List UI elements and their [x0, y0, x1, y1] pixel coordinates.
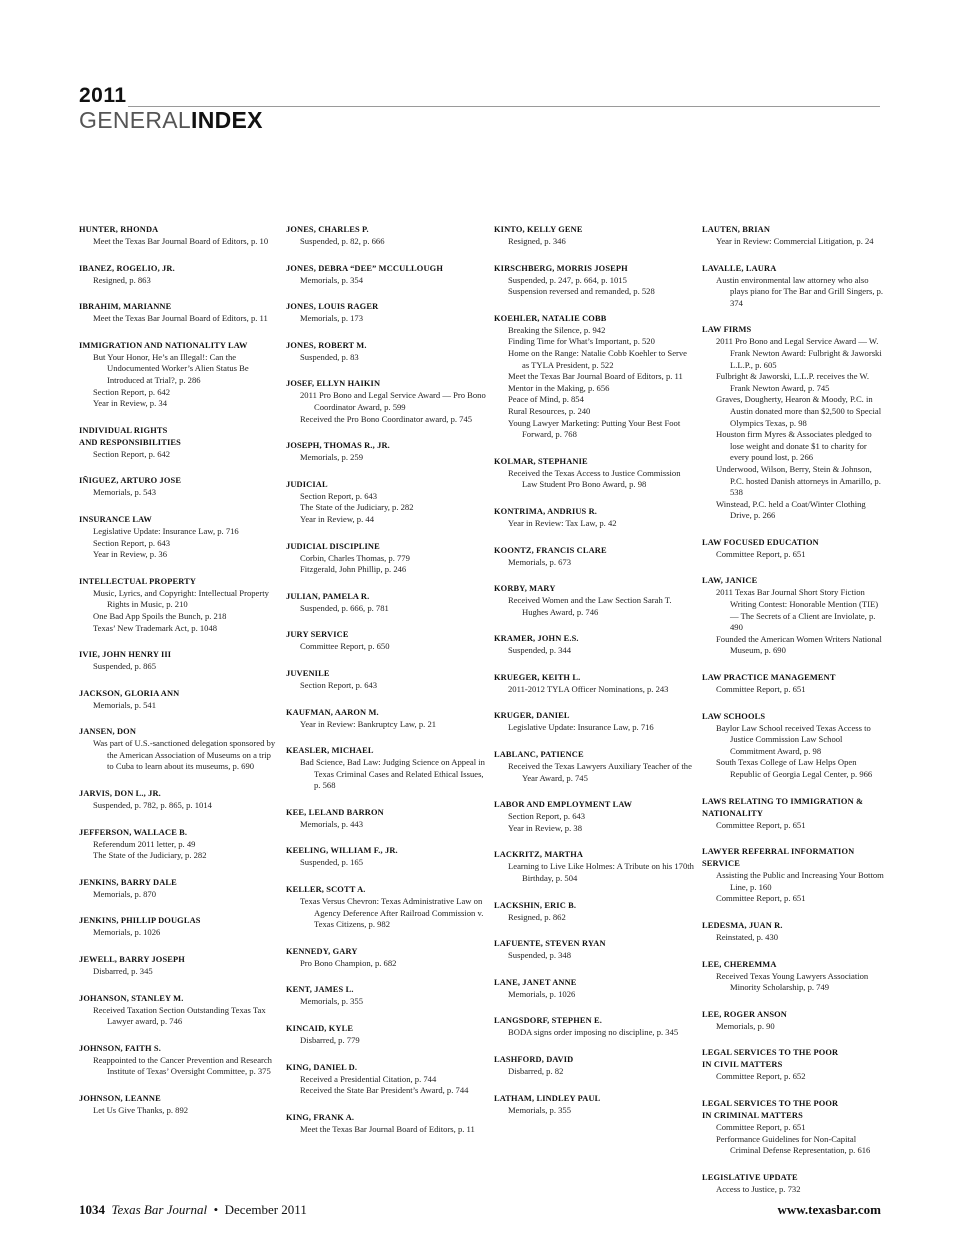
- index-reference: Section Report, p. 643: [508, 811, 586, 822]
- index-reference: Resigned, p. 863: [93, 274, 151, 285]
- index-reference: Disbarred, p. 82: [508, 1066, 564, 1076]
- index-term: INDIVIDUAL RIGHTS AND RESPONSIBILITIES: [79, 425, 181, 447]
- index-entry: [79, 993, 279, 1028]
- page-number: 1034: [79, 1202, 105, 1217]
- index-entry: [286, 707, 486, 731]
- index-entry: [79, 301, 279, 325]
- index-term: JUDICIAL DISCIPLINE: [286, 541, 380, 551]
- index-entry: [79, 1093, 279, 1117]
- index-term: KORBY, MARY: [494, 584, 556, 594]
- index-term: LACKRITZ, MARTHA: [494, 850, 584, 860]
- index-reference: Performance Guidelines for Non-Capital Criminal Defense Representation, p. 616: [716, 1133, 871, 1156]
- index-entry: [79, 649, 279, 673]
- index-reference: Reinstated, p. 430: [716, 931, 779, 942]
- index-reference: Year in Review: Tax Law, p. 42: [508, 517, 617, 528]
- index-reference: Referendum 2011 letter, p. 49: [93, 838, 196, 849]
- index-term: JONES, CHARLES P.: [286, 225, 369, 234]
- index-term: JARVIS, DON L., JR.: [79, 789, 161, 799]
- index-reference: Memorials, p. 1026: [508, 988, 576, 999]
- index-reference: Music, Lyrics, and Copyright: Intellectual Property Rights in Music, p. 210: [93, 587, 269, 610]
- index-entry: [494, 224, 694, 248]
- index-reference: Section Report, p. 643: [93, 537, 171, 548]
- index-reference: Suspended, p. 666, p. 781: [300, 602, 389, 613]
- index-entry: [494, 1054, 694, 1078]
- index-reference: Texas Versus Chevron: Texas Administrative Law on Agency Deference After Railroad Commission v. Texas Citizens, p. 982: [300, 896, 484, 930]
- index-reference: Meet the Texas Bar Journal Board of Editors, p. 11: [93, 313, 268, 324]
- index-reference: Received the State Bar President’s Award, p. 744: [300, 1085, 469, 1096]
- index-entry: [286, 340, 486, 364]
- index-reference: Memorials, p. 543: [93, 487, 157, 498]
- index-term: KOONTZ, FRANCIS CLARE: [494, 545, 607, 555]
- index-reference: Underwood, Wilson, Berry, Stein & Johnson, P.C. hosted Danish attorneys in Amarillo, p. 538: [716, 463, 881, 498]
- index-year: 2011: [79, 84, 127, 107]
- index-term: JEWELL, BARRY JOSEPH: [79, 955, 185, 965]
- index-reference: Memorials, p. 355: [508, 1104, 572, 1115]
- index-reference: Was part of U.S.-sanctioned delegation sponsored by the American Association of Museums on a trip to Cuba to learn about its museums, p. 690: [93, 738, 276, 772]
- index-reference: Reappointed to the Cancer Prevention and Research Institute of Texas’ Oversight Committee, p. 375: [93, 1054, 272, 1077]
- index-reference: Meet the Texas Bar Journal Board of Editors, p. 11: [300, 1123, 475, 1134]
- index-title: [79, 107, 263, 133]
- index-term: KING, FRANK A.: [286, 1112, 355, 1122]
- index-entry: [702, 672, 887, 696]
- index-entry: [494, 900, 694, 924]
- index-term: LAW, JANICE: [702, 576, 758, 586]
- index-entry: [286, 301, 486, 325]
- index-entry: [286, 1062, 486, 1097]
- index-entry: [286, 1023, 486, 1047]
- index-reference: Received Texas Young Lawyers Association Minority Scholarship, p. 749: [716, 970, 869, 993]
- index-reference: Section Report, p. 643: [300, 679, 378, 690]
- index-reference: Suspended, p. 247, p. 664, p. 1015: [508, 274, 627, 285]
- index-term: KENNEDY, GARY: [286, 946, 358, 956]
- index-entry: [79, 340, 279, 410]
- index-entry: [702, 263, 887, 310]
- index-reference: Young Lawyer Marketing: Putting Your Best Foot Forward, p. 768: [508, 417, 681, 440]
- index-reference: Pro Bono Champion, p. 682: [300, 957, 397, 968]
- index-term: LEGAL SERVICES TO THE POOR IN CRIMINAL MATTERS: [702, 1098, 839, 1120]
- index-term: LAFUENTE, STEVEN RYAN: [494, 939, 606, 949]
- index-reference: Mentor in the Making, p. 656: [508, 382, 610, 393]
- index-term: JOHANSON, STANLEY M.: [79, 993, 184, 1003]
- index-entry: [494, 263, 694, 298]
- index-reference: Assisting the Public and Increasing Your Bottom Line, p. 160: [716, 870, 884, 892]
- index-entry: [286, 984, 486, 1008]
- index-term: KING, DANIEL D.: [286, 1062, 358, 1072]
- index-term: INTELLECTUAL PROPERTY: [79, 576, 197, 586]
- index-entry: [702, 711, 887, 781]
- index-reference: Graves, Dougherty, Hearon & Moody, P.C. in Austin donated more than $2,500 to Special Olympics Texas, p. 98: [716, 394, 882, 428]
- index-entry: [494, 799, 694, 834]
- index-entry: [79, 263, 279, 287]
- index-entry: [79, 788, 279, 812]
- page-footer: [79, 1202, 881, 1218]
- index-reference: Memorials, p. 870: [93, 888, 157, 899]
- index-reference: Committee Report, p. 651: [716, 548, 806, 559]
- index-entry: [79, 726, 279, 773]
- index-reference: South Texas College of Law Helps Open Republic of Georgia Legal Center, p. 966: [716, 757, 873, 779]
- index-term: KENT, JAMES L.: [286, 985, 354, 995]
- index-reference: The State of the Judiciary, p. 282: [93, 850, 207, 861]
- index-entry: [494, 672, 694, 696]
- index-reference: Year in Review, p. 36: [93, 549, 167, 560]
- index-reference: Finding Time for What’s Important, p. 520: [508, 336, 655, 347]
- index-entry: [286, 946, 486, 970]
- index-entry: [79, 514, 279, 561]
- index-reference: Suspended, p. 82, p. 666: [300, 236, 385, 246]
- index-entry: [702, 920, 887, 944]
- index-term: JONES, DEBRA “DEE” MCCULLOUGH: [286, 263, 443, 273]
- issue-date: December 2011: [224, 1202, 307, 1217]
- index-term: JENKINS, BARRY DALE: [79, 877, 177, 887]
- index-entry: [286, 845, 486, 869]
- index-term: LATHAM, LINDLEY PAUL: [494, 1093, 601, 1103]
- index-entry: [494, 1093, 694, 1117]
- index-term: IÑIGUEZ, ARTURO JOSE: [79, 476, 182, 486]
- index-entry: [79, 688, 279, 712]
- index-entry: [702, 575, 887, 657]
- index-entry: [286, 263, 486, 287]
- index-term: IVIE, JOHN HENRY III: [79, 650, 172, 660]
- index-entry: [494, 849, 694, 884]
- index-reference: Baylor Law School received Texas Access to Justice Commission Law School Commitment Award, p. 98: [716, 722, 871, 756]
- index-term: LAW SCHOOLS: [702, 711, 766, 721]
- index-term: LAW PRACTICE MANAGEMENT: [702, 673, 836, 683]
- index-reference: Founded the American Women Writers National Museum, p. 690: [716, 633, 882, 656]
- index-entry: [702, 537, 887, 561]
- index-reference: Section Report, p. 643: [300, 490, 378, 501]
- index-entry: [79, 475, 279, 499]
- index-term: LEGAL SERVICES TO THE POOR IN CIVIL MATTERS: [702, 1048, 839, 1070]
- index-term: JOHNSON, LEANNE: [79, 1094, 161, 1103]
- index-reference: 2011 Pro Bono and Legal Service Award — W. Frank Newton Award: Fulbright & Jaworski L.L.P., p. 605: [716, 336, 882, 370]
- index-reference: Peace of Mind, p. 854: [508, 394, 584, 405]
- index-reference: Suspended, p. 348: [508, 950, 572, 961]
- index-term: JOSEF, ELLYN HAIKIN: [286, 379, 381, 389]
- index-entry: [494, 313, 694, 441]
- index-reference: Access to Justice, p. 732: [716, 1183, 801, 1194]
- index-entry: [286, 629, 486, 653]
- index-term: LEGISLATIVE UPDATE: [702, 1172, 798, 1182]
- index-title-index: INDEX: [191, 107, 263, 133]
- index-term: LAUTEN, BRIAN: [702, 225, 771, 234]
- index-reference: Memorials, p. 443: [300, 818, 364, 829]
- index-term: KEASLER, MICHAEL: [286, 746, 374, 756]
- index-reference: Austin environmental law attorney who also plays piano for The Bar and Grill Singers, p. 374: [716, 274, 884, 308]
- index-term: JULIAN, PAMELA R.: [286, 591, 370, 601]
- index-term: JUVENILE: [286, 668, 330, 678]
- index-entry: [286, 378, 486, 425]
- index-term: LABLANC, PATIENCE: [494, 750, 584, 760]
- index-term: LAWYER REFERRAL INFORMATION SERVICE: [702, 847, 855, 869]
- index-reference: Disbarred, p. 345: [93, 966, 153, 977]
- index-term: JANSEN, DON: [79, 727, 137, 737]
- index-term: KEELING, WILLIAM F., JR.: [286, 846, 398, 856]
- index-entry: [79, 954, 279, 978]
- index-reference: Suspended, p. 782, p. 865, p. 1014: [93, 800, 212, 811]
- index-term: JOSEPH, THOMAS R., JR.: [286, 441, 390, 451]
- index-term: LANE, JANET ANNE: [494, 977, 577, 987]
- index-reference: Suspended, p. 83: [300, 351, 359, 362]
- index-reference: Received Taxation Section Outstanding Texas Tax Lawyer award, p. 746: [93, 1004, 266, 1027]
- index-entry: [286, 884, 486, 931]
- index-reference: Year in Review, p. 34: [93, 398, 167, 409]
- index-reference: Year in Review, p. 44: [300, 513, 374, 524]
- index-entry: [494, 710, 694, 734]
- index-column-2: [286, 224, 486, 1150]
- index-reference: Fulbright & Jaworski, L.L.P. receives the W. Frank Newton Award, p. 745: [716, 371, 869, 393]
- index-entry: [494, 749, 694, 784]
- index-entry: [286, 479, 486, 526]
- index-reference: Suspension reversed and remanded, p. 528: [508, 286, 655, 297]
- index-term: KINTO, KELLY GENE: [494, 225, 583, 234]
- index-reference: Corbin, Charles Thomas, p. 779: [300, 552, 410, 563]
- index-reference: Year in Review: Bankruptcy Law, p. 21: [300, 718, 437, 729]
- index-reference: Disbarred, p. 779: [300, 1035, 360, 1046]
- index-entry: [494, 1015, 694, 1039]
- index-reference: But Your Honor, He’s an Illegal!: Can the Undocumented Worker’s Alien Status Be Introduced at Trial?, p. 286: [93, 351, 249, 385]
- index-term: HUNTER, RHONDA: [79, 225, 159, 234]
- index-term: IBRAHIM, MARIANNE: [79, 302, 172, 312]
- index-term: LABOR AND EMPLOYMENT LAW: [494, 800, 633, 810]
- index-reference: Memorials, p. 173: [300, 313, 364, 324]
- index-reference: 2011 Pro Bono and Legal Service Award — Pro Bono Coordinator Award, p. 599: [300, 390, 486, 412]
- index-entry: [79, 425, 279, 461]
- index-entry: [494, 583, 694, 618]
- index-term: LANGSDORF, STEPHEN E.: [494, 1016, 603, 1026]
- index-term: LEDESMA, JUAN R.: [702, 920, 783, 930]
- index-reference: Year in Review: Commercial Litigation, p. 24: [716, 236, 874, 246]
- index-term: KRUEGER, KEITH L.: [494, 672, 581, 682]
- index-entry: [286, 591, 486, 615]
- index-reference: Memorials, p. 355: [300, 996, 364, 1007]
- index-entry: [702, 224, 887, 248]
- index-term: KONTRIMA, ANDRIUS R.: [494, 506, 598, 516]
- index-term: JURY SERVICE: [286, 630, 349, 640]
- index-term: JENKINS, PHILLIP DOUGLAS: [79, 916, 201, 926]
- index-reference: Legislative Update: Insurance Law, p. 716: [508, 722, 654, 733]
- index-term: LAW FOCUSED EDUCATION: [702, 537, 819, 547]
- index-term: IBANEZ, ROGELIO, JR.: [79, 263, 175, 273]
- index-entry: [286, 1112, 486, 1136]
- index-reference: Received Women and the Law Section Sarah T. Hughes Award, p. 746: [508, 595, 672, 617]
- journal-name: Texas Bar Journal: [111, 1202, 208, 1217]
- index-reference: Breaking the Silence, p. 942: [508, 324, 606, 335]
- index-entry: [79, 224, 279, 248]
- index-entry: [79, 827, 279, 862]
- index-entry: [702, 1009, 887, 1033]
- index-term: JOHNSON, FAITH S.: [79, 1043, 161, 1053]
- index-term: KRAMER, JOHN E.S.: [494, 634, 579, 644]
- index-term: KOLMAR, STEPHANIE: [494, 456, 588, 466]
- index-reference: Home on the Range: Natalie Cobb Koehler to Serve as TYLA President, p. 522: [508, 347, 687, 370]
- index-term: KOEHLER, NATALIE COBB: [494, 313, 607, 323]
- index-entry: [286, 807, 486, 831]
- index-term: JONES, LOUIS RAGER: [286, 302, 379, 312]
- index-reference: Received the Pro Bono Coordinator award, p. 745: [300, 413, 473, 424]
- index-term: KAUFMAN, AARON M.: [286, 707, 379, 717]
- index-reference: One Bad App Spoils the Bunch, p. 218: [93, 610, 227, 621]
- index-term: INSURANCE LAW: [79, 514, 152, 524]
- index-reference: Committee Report, p. 651: [716, 893, 806, 904]
- index-term: LASHFORD, DAVID: [494, 1055, 574, 1064]
- index-entry: [79, 915, 279, 939]
- index-entry: [79, 1043, 279, 1078]
- index-reference: Memorials, p. 354: [300, 274, 364, 285]
- index-entry: [494, 977, 694, 1001]
- index-entry: [494, 545, 694, 569]
- index-term: LAWS RELATING TO IMMIGRATION & NATIONALITY: [702, 796, 864, 818]
- index-column-4: [702, 224, 887, 1210]
- index-term: KINCAID, KYLE: [286, 1024, 354, 1034]
- index-reference: BODA signs order imposing no discipline, p. 345: [508, 1027, 679, 1038]
- index-column-1: [79, 224, 279, 1132]
- index-reference: Resigned, p. 862: [508, 911, 566, 922]
- index-reference: Committee Report, p. 650: [300, 641, 390, 652]
- website-link[interactable]: www.texasbar.com: [777, 1202, 881, 1217]
- index-reference: Memorials, p. 259: [300, 452, 364, 463]
- index-reference: Memorials, p. 541: [93, 699, 157, 710]
- index-entry: [286, 440, 486, 464]
- index-entry: [702, 1172, 887, 1196]
- index-entry: [286, 224, 486, 248]
- index-reference: The State of the Judiciary, p. 282: [300, 502, 414, 513]
- index-reference: Texas’ New Trademark Act, p. 1048: [93, 622, 218, 633]
- index-reference: Committee Report, p. 651: [716, 819, 806, 830]
- index-reference: Meet the Texas Bar Journal Board of Editors, p. 10: [93, 236, 269, 246]
- index-reference: Section Report, p. 642: [93, 448, 171, 459]
- index-entry: [286, 541, 486, 576]
- index-reference: Year in Review, p. 38: [508, 822, 582, 833]
- index-reference: Suspended, p. 344: [508, 645, 572, 656]
- index-term: KELLER, SCOTT A.: [286, 885, 366, 895]
- index-reference: 2011 Texas Bar Journal Short Story Fiction Writing Contest: Honorable Mention (TIE) — The Secrets of a Client are Inviolate, p. 490: [716, 587, 879, 633]
- index-term: LAVALLE, LAURA: [702, 263, 777, 273]
- index-reference: Houston firm Myres & Associates pledged to lose weight and donate $1 to charity for every pound lost, p. 266: [716, 429, 872, 463]
- index-entry: [702, 846, 887, 905]
- index-reference: Rural Resources, p. 240: [508, 405, 591, 416]
- index-reference: Received the Texas Access to Justice Commission Law Student Pro Bono Award, p. 98: [508, 467, 681, 490]
- index-term: KRUGER, DANIEL: [494, 711, 570, 721]
- index-reference: Memorials, p. 1026: [93, 927, 161, 938]
- index-entry: [494, 938, 694, 962]
- index-entry: [79, 877, 279, 901]
- index-entry: [702, 1047, 887, 1083]
- footer-separator: •: [213, 1202, 219, 1217]
- index-reference: Committee Report, p. 651: [716, 684, 806, 695]
- index-title-general: GENERAL: [79, 107, 192, 133]
- index-term: KEE, LELAND BARRON: [286, 807, 384, 817]
- index-entry: [702, 796, 887, 832]
- index-term: JEFFERSON, WALLACE B.: [79, 827, 188, 837]
- index-term: JUDICIAL: [286, 479, 328, 489]
- index-term: JACKSON, GLORIA ANN: [79, 688, 180, 698]
- index-term: LACKSHIN, ERIC B.: [494, 900, 577, 910]
- index-reference: Memorials, p. 673: [508, 556, 572, 567]
- index-reference: Received a Presidential Citation, p. 744: [300, 1073, 437, 1084]
- index-reference: Winstead, P.C. held a Coat/Winter Clothing Drive, p. 266: [716, 498, 866, 521]
- index-entry: [494, 633, 694, 657]
- index-entry: [286, 668, 486, 692]
- index-term: IMMIGRATION AND NATIONALITY LAW: [79, 340, 248, 350]
- index-column-3: [494, 224, 694, 1131]
- index-term: JONES, ROBERT M.: [286, 340, 367, 350]
- index-reference: Fitzgerald, John Phillip, p. 246: [300, 564, 407, 575]
- index-entry: [702, 1098, 887, 1157]
- index-term: LEE, CHEREMMA: [702, 959, 777, 969]
- index-entry: [702, 959, 887, 994]
- index-term: LEE, ROGER ANSON: [702, 1009, 788, 1019]
- index-reference: Meet the Texas Bar Journal Board of Editors, p. 11: [508, 371, 683, 382]
- index-reference: Let Us Give Thanks, p. 892: [93, 1105, 189, 1115]
- index-term: LAW FIRMS: [702, 325, 752, 335]
- index-entry: [702, 324, 887, 522]
- index-reference: Received the Texas Lawyers Auxiliary Teacher of the Year Award, p. 745: [508, 761, 692, 783]
- index-entry: [494, 456, 694, 491]
- index-reference: Resigned, p. 346: [508, 236, 566, 246]
- index-reference: Memorials, p. 90: [716, 1020, 775, 1031]
- index-entry: [79, 576, 279, 634]
- index-reference: Committee Report, p. 652: [716, 1071, 806, 1082]
- index-reference: Suspended, p. 865: [93, 661, 157, 672]
- index-entry: [286, 745, 486, 792]
- index-reference: Bad Science, Bad Law: Judging Science on Appeal in Texas Criminal Cases and Related Ethical Issues, p. 568: [300, 757, 485, 791]
- index-reference: Suspended, p. 165: [300, 857, 364, 868]
- index-reference: 2011-2012 TYLA Officer Nominations, p. 243: [508, 683, 669, 694]
- index-reference: Section Report, p. 642: [93, 386, 171, 397]
- index-reference: Committee Report, p. 651: [716, 1121, 806, 1132]
- index-reference: Legislative Update: Insurance Law, p. 716: [93, 525, 239, 536]
- index-entry: [494, 506, 694, 530]
- index-term: KIRSCHBERG, MORRIS JOSEPH: [494, 263, 628, 273]
- index-reference: Learning to Live Like Holmes: A Tribute on his 170th Birthday, p. 504: [508, 861, 694, 884]
